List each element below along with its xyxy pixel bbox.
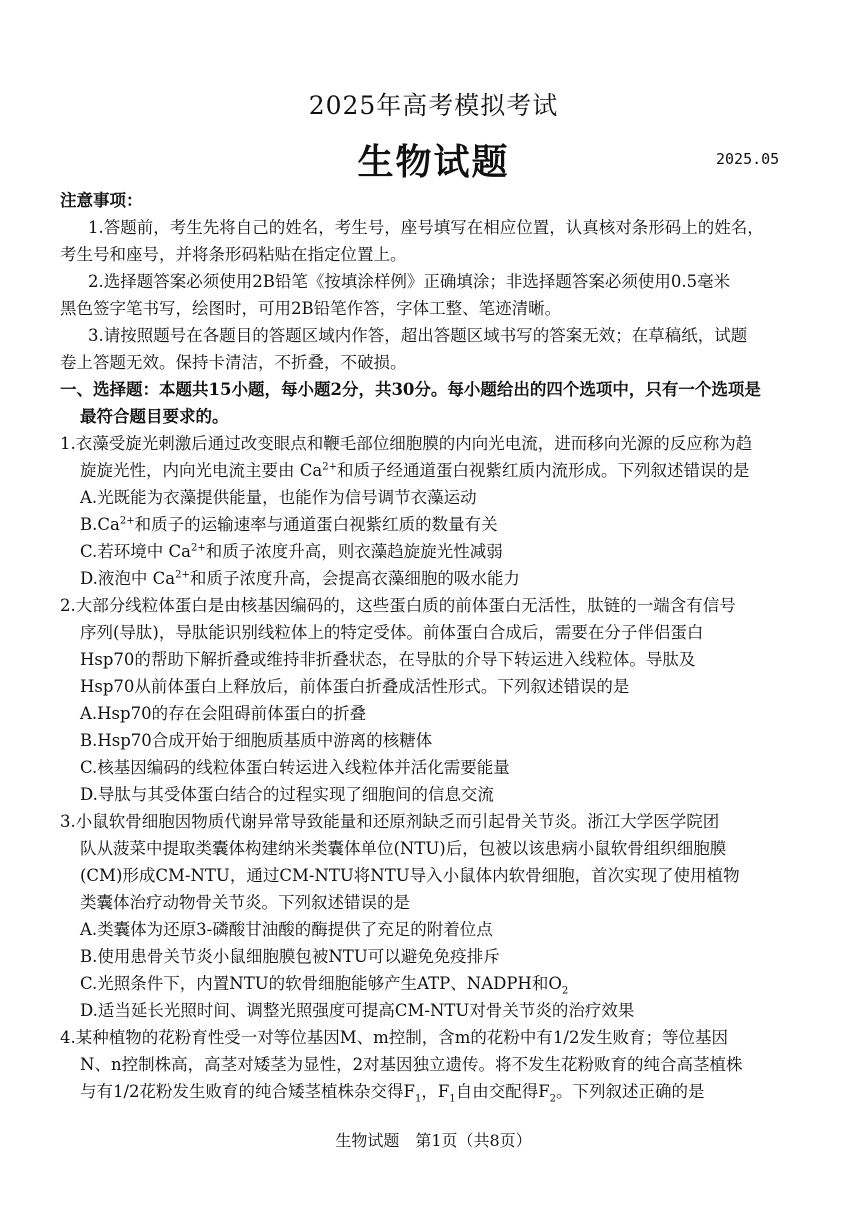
- notice-line: 1.答题前，考生先将自己的姓名，考生号，座号填写在相应位置，认真核对条形码上的姓名，: [88, 218, 764, 237]
- section-heading-cont: 最符合题目要求的。: [80, 407, 229, 426]
- question-2-option-d: D.导肽与其受体蛋白结合的过程实现了细胞间的信息交流: [80, 785, 494, 804]
- question-2-stem: 序列(导肽)，导肽能识别线粒体上的特定受体。前体蛋白合成后，需要在分子伴侣蛋白: [80, 623, 704, 642]
- question-1-option-d: D.液泡中 $Ca^{2+}$和质子浓度升高，会提高衣藻细胞的吸水能力: [80, 569, 520, 588]
- question-2-option-c: C.核基因编码的线粒体蛋白转运进入线粒体并活化需要能量: [80, 758, 510, 777]
- question-1-option-c: C.若环境中 $Ca^{2+}$和质子浓度升高，则衣藻趋旋旋光性减弱: [80, 542, 503, 561]
- question-3-stem: 队从菠菜中提取类囊体构建纳米类囊体单位(NTU)后，包被以该患病小鼠软骨组织细胞膜: [80, 839, 727, 858]
- question-1-option-b: $B.Ca^{2+}$和质子的运输速率与通道蛋白视紫红质的数量有关: [80, 515, 498, 534]
- notice-line: 2.选择题答案必须使用2B铅笔《按填涂样例》正确填涂；非选择题答案必须使用0.5毫米: [88, 272, 731, 291]
- question-2-stem: 2.大部分线粒体蛋白是由核基因编码的，这些蛋白质的前体蛋白无活性，肽链的一端含有信号: [60, 596, 736, 615]
- page-footer: 生物试题 第1页（共8页）: [335, 1131, 532, 1150]
- question-4-stem: N、n控制株高，高茎对矮茎为显性，2对基因独立遗传。将不发生花粉败育的纯合高茎植株: [80, 1055, 743, 1074]
- notice-heading: 注意事项：: [60, 191, 143, 210]
- question-2-option-a: A.Hsp70的存在会阻碍前体蛋白的折叠: [80, 704, 367, 723]
- question-1-stem: 旋旋光性，内向光电流主要由 $Ca^{2+}$和质子经通道蛋白视紫红质内流形成。下列叙述错误的是: [80, 461, 750, 480]
- notice-line: 黑色签字笔书写，绘图时，可用2B铅笔作答，字体工整、笔迹清晰。: [60, 299, 562, 318]
- question-3-option-c: C.光照条件下，内置NTU的软骨细胞能够产生ATP、NADPH和$O_2$: [80, 974, 569, 997]
- question-4-stem: 与有1/2花粉发生败育的纯合矮茎植株杂交得$F_1$，$F_1$自由交配得$F_2$。下列叙述正确的是: [80, 1082, 705, 1105]
- notice-line: 3.请按照题号在各题目的答题区域内作答，超出答题区域书写的答案无效；在草稿纸，试题: [88, 326, 748, 345]
- notice-line: 卷上答题无效。保持卡清洁，不折叠，不破损。: [60, 353, 407, 372]
- exam-date: 2025.05: [716, 150, 780, 168]
- question-2-stem: Hsp70从前体蛋白上释放后，前体蛋白折叠成活性形式。下列叙述错误的是: [80, 677, 630, 696]
- question-3-option-d: D.适当延长光照时间、调整光照强度可提高CM-NTU对骨关节炎的治疗效果: [80, 1001, 635, 1020]
- question-1-option-a: A.光既能为衣藻提供能量，也能作为信号调节衣藻运动: [80, 488, 477, 507]
- subject-title: 生物试题: [357, 141, 510, 183]
- question-3-stem: (CM)形成CM-NTU，通过CM-NTU将NTU导入小鼠体内软骨细胞，首次实现了使用植物: [80, 866, 740, 885]
- question-3-stem: 3.小鼠软骨细胞因物质代谢异常导致能量和还原剂缺乏而引起骨关节炎。浙江大学医学院团: [60, 812, 720, 831]
- notice-line: 考生号和座号，并将条形码粘贴在指定位置上。: [60, 245, 407, 264]
- section-heading: 一、选择题：本题共15小题，每小题2分，共30分。每小题给出的四个选项中，只有一个选项是: [60, 380, 761, 399]
- question-2-stem: Hsp70的帮助下解折叠或维持非折叠状态，在导肽的介导下转运进入线粒体。导肽及: [80, 650, 696, 669]
- question-3-option-a: A.类囊体为还原3-磷酸甘油酸的酶提供了充足的附着位点: [80, 920, 493, 939]
- question-3-stem: 类囊体治疗动物骨关节炎。下列叙述错误的是: [80, 893, 410, 912]
- question-1-stem: 1.衣藻受旋光刺激后通过改变眼点和鞭毛部位细胞膜的内向光电流，进而移向光源的反应称为趋: [60, 434, 753, 453]
- question-2-option-b: B.Hsp70合成开始于细胞质基质中游离的核糖体: [80, 731, 433, 750]
- question-4-stem: 4.某种植物的花粉育性受一对等位基因M、m控制，含m的花粉中有1/2发生败育；等位基因: [60, 1028, 728, 1047]
- question-3-option-b: B.使用患骨关节炎小鼠细胞膜包被NTU可以避免免疫排斥: [80, 947, 500, 966]
- exam-name: 2025年高考模拟考试: [308, 91, 559, 120]
